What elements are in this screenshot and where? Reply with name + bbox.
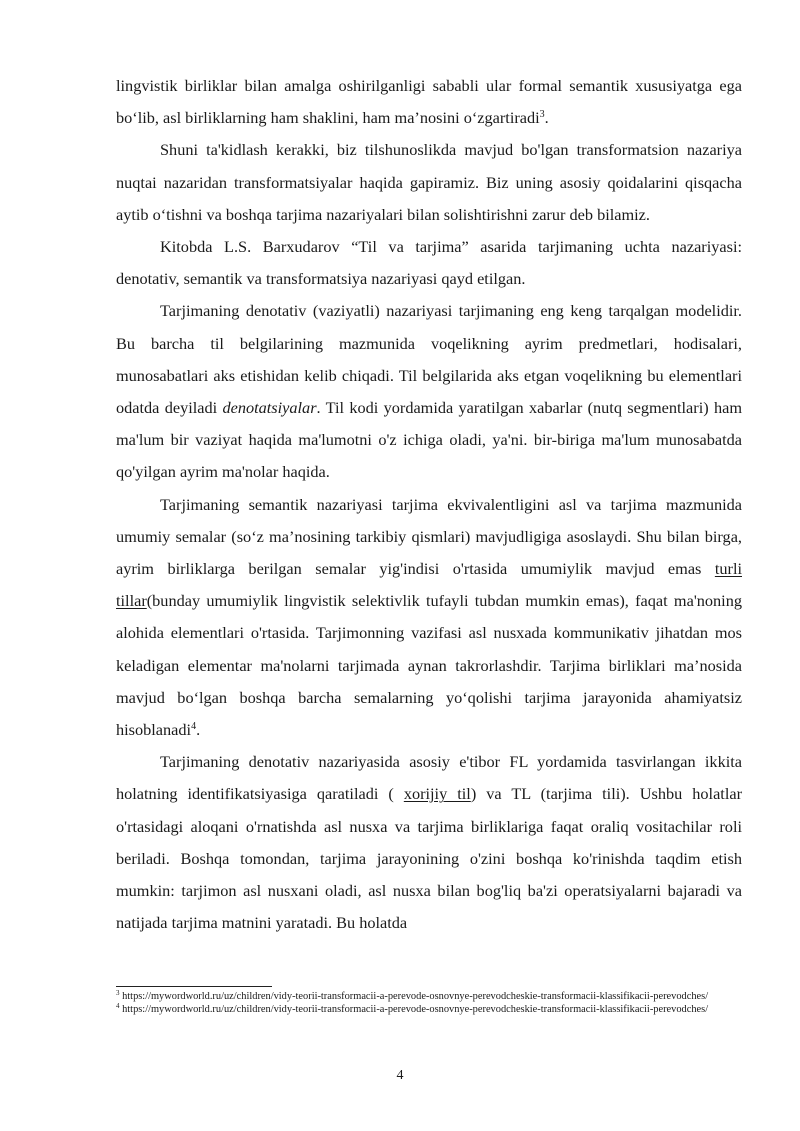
body-text: [116, 70, 742, 939]
link-turli-tillar[interactable]: turli tillar: [116, 559, 742, 611]
footnote-4: $^4$ https://mywordworld.ru/uz/children/vidy-teorii-transformacii-a-perevode-osnovnye-perevodcheskie-transformacii-klassifikacii-perevodches/: [116, 1002, 709, 1016]
footnote-3: $^3$ https://mywordworld.ru/uz/children/vidy-teorii-transformacii-a-perevode-osnovnye-perevodcheskie-transformacii-klassifikacii-perevodches/: [116, 989, 709, 1002]
footnote-3-url[interactable]: https://mywordworld.ru/uz/children/vidy-teorii-transformacii-a-perevode-osnovnye-perevodcheskie-transformacii-klassifikacii-perevodches/: [119, 991, 709, 1002]
paragraph-5: Tarjimaning semantik nazariyasi tarjima ekvivalentligini asl va tarjima mazmunida umumiy semalar (so‘z ma’nosining tarkibiy qismlari) mavjudligiga asoslaydi. Shu bilan birga, ayrim birliklarga berilgan semalar yig'indisi o'rtasida umumiylik mavjud emas turli tillar(bunday umumiylik lingvistik selektivlik tufayli tubdan mumkin emas), faqat ma'noning alohida elementlari o'rtasida. Tarjimonning vazifasi asl nusxada kommunikativ jihatdan mos keladigan elementar ma'nolarni tarjimada aynan takrorlashdir. Tarjima birliklari ma’nosida mavjud bo‘lgan boshqa barcha semalarning yo‘qolishi tarjima jarayonida ahamiyatsiz hisoblanadi$^4$.: [116, 494, 742, 740]
footnotes: [116, 990, 742, 1017]
footnote-ref-3[interactable]: 3: [539, 109, 545, 121]
link-xorijiy-til[interactable]: xorijiy til: [403, 784, 471, 804]
footnote-4-url[interactable]: https://mywordworld.ru/uz/children/vidy-teorii-transformacii-a-perevode-osnovnye-perevodcheskie-transformacii-klassifikacii-perevodches/: [119, 1004, 709, 1016]
paragraph-3: Kitobda L.S. Barxudarov “Til va tarjima” asarida tarjimaning uchta nazariyasi: denotativ, semantik va transformatsiya nazariyasi qayd etilgan.: [116, 237, 742, 289]
page-number: 4: [396, 1068, 404, 1083]
paragraph-6: Tarjimaning denotativ nazariyasida asosiy e'tibor FL yordamida tasvirlangan ikkita holatning identifikatsiyasiga qaratiladi ( xorijiy til) va TL (tarjima tili). Ushbu holatlar o'rtasidagi aloqani o'rnatishda asl nusxa va tarjima birliklariga faqat oraliq vositachilar roli beriladi. Boshqa tomondan, tarjima jarayonining o'zini boshqa ko'rinishda taqdim etish mumkin: tarjimon asl nusxani oladi, asl nusxa bilan bog'liq ba'zi operatsiyalarni bajaradi va natijada tarjima matnini yaratadi. Bu holatda: [116, 752, 743, 933]
paragraph-1: lingvistik birliklar bilan amalga oshirilganligi sababli ular formal semantik xususiyatga ega bo‘lib, asl birliklarning ham shaklini, ham ma’nosini o‘zgartiradi$^3$.: [116, 76, 742, 128]
paragraph-4: Tarjimaning denotativ (vaziyatli) nazariyasi tarjimaning eng keng tarqalgan modelidir. Bu barcha til belgilarining mazmunida voqelikning ayrim predmetlari, hodisalari, munosabatlari aks etishidan kelib chiqadi. Til belgilarida aks etgan voqelikning bu elementlari odatda deyiladi denotatsiyalar. Til kodi yordamida yaratilgan xabarlar (nutq segmentlari) ham ma'lum bir vaziyat haqida ma'lumotni o'z ichiga oladi, ya'ni. bir-biriga ma'lum munosabatda qo'yilgan ayrim ma'nolar haqida.: [116, 301, 742, 482]
footnote-divider: [116, 986, 272, 987]
paragraph-2: Shuni ta'kidlash kerakki, biz tilshunoslikda mavjud bo'lgan transformatsion nazariya nuqtai nazaridan transformatsiyalar haqida gapiramiz. Biz uning asosiy qoidalarini qisqacha aytib o‘tishni va boshqa tarjima nazariyalari bilan solishtirishni zarur deb bilamiz.: [116, 140, 742, 224]
footnote-ref-4[interactable]: 4: [191, 721, 197, 733]
emphasis-term: denotatsiyalar: [222, 398, 317, 418]
